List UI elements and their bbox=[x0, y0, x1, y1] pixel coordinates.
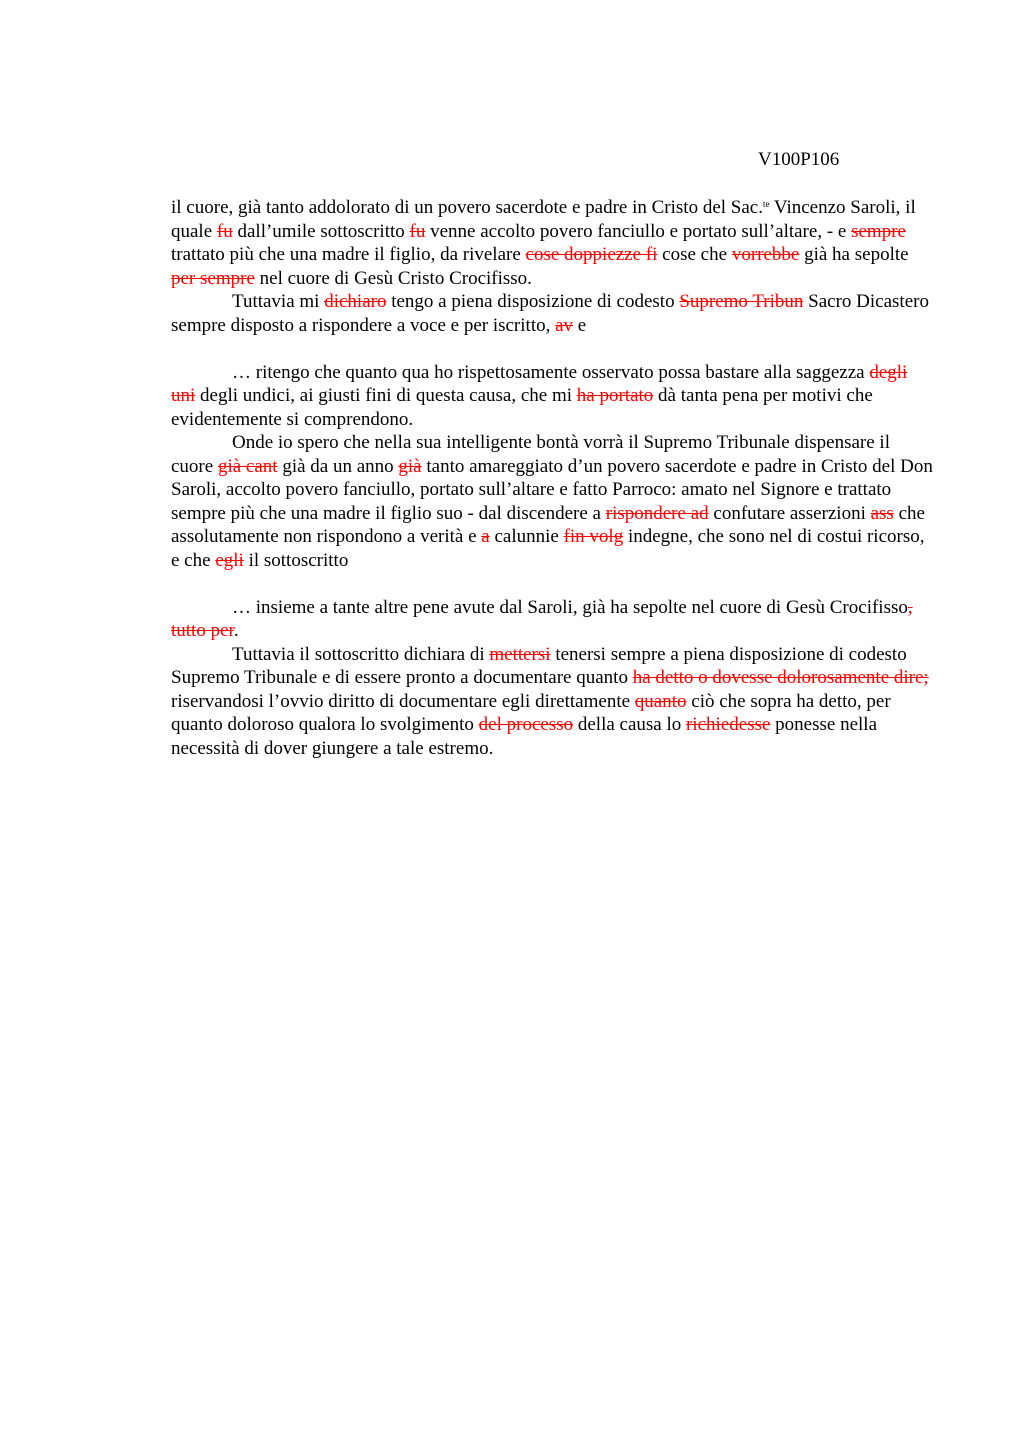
deleted-text: sempre bbox=[851, 220, 906, 242]
superscript-text: te bbox=[762, 199, 770, 209]
body-text-segment: Sacro Dicastero sempre disposto a rispondere a voce e per iscritto, bbox=[171, 291, 929, 336]
body-text-segment: indegne, che sono nel di costui ricorso, e che bbox=[171, 526, 925, 571]
body-text-segment: che assolutamente non rispondono a verità e bbox=[171, 502, 925, 547]
body-text-segment: già ha sepolte bbox=[799, 244, 909, 265]
body-text-segment: trattato più che una madre il figlio, da rivelare bbox=[171, 244, 526, 265]
deleted-text: fu bbox=[409, 220, 426, 242]
paragraph bbox=[171, 361, 933, 432]
document-body bbox=[171, 196, 933, 760]
deleted-text: Supremo Tribun bbox=[679, 291, 804, 312]
deleted-text: per sempre bbox=[171, 267, 255, 289]
body-text-segment: dà tanta pena per motivi che evidentemente si comprendono. bbox=[171, 385, 873, 430]
body-text-segment: Tuttavia mi bbox=[232, 291, 325, 312]
body-text-segment: cose che bbox=[657, 244, 732, 265]
body-text-segment: ciò che sopra ha detto, per quanto doloroso qualora lo svolgimento bbox=[171, 690, 891, 735]
deleted-text: a bbox=[481, 526, 490, 547]
deleted-text: già bbox=[398, 455, 422, 477]
body-text-segment: Vincenzo Saroli, il quale bbox=[171, 197, 916, 242]
body-text-segment: calunnie bbox=[489, 526, 564, 547]
body-text-segment: della causa lo bbox=[573, 714, 687, 735]
body-text-segment: degli undici, ai giusti fini di questa causa, che mi bbox=[195, 385, 577, 406]
deleted-text: mettersi bbox=[489, 643, 551, 665]
page-identifier: V100P106 bbox=[758, 149, 840, 170]
deleted-text: ass bbox=[870, 502, 894, 524]
body-text-segment: dall’umile sottoscritto bbox=[232, 220, 410, 242]
deleted-text: richiedesse bbox=[686, 714, 771, 735]
body-text-segment: il sottoscritto bbox=[243, 549, 349, 571]
body-text-segment: Onde io spero che nella sua intelligente bontà vorrà il Supremo Tribunale dispensare il cuore bbox=[171, 432, 890, 477]
body-text-segment: tanto amareggiato d’un povero sacerdote e padre in Cristo del Don Saroli, accolto povero fanciullo, portato sull’altare e fatto Parroco: amato nel Signore e trattato sempre più che una madre il figlio suo - dal discendere a bbox=[171, 455, 933, 524]
paragraph bbox=[171, 643, 933, 761]
deleted-text: quanto bbox=[634, 690, 687, 712]
deleted-text: fin volg bbox=[563, 526, 624, 547]
body-text-segment: già da un anno bbox=[277, 455, 399, 477]
body-text-segment: riservandosi l’ovvio diritto di documentare egli direttamente bbox=[171, 690, 635, 712]
deleted-text: dichiaro bbox=[324, 291, 387, 312]
paragraph bbox=[171, 596, 933, 643]
body-text-segment: … insieme a tante altre pene avute dal Saroli, già ha sepolte nel cuore di Gesù Crocifisso bbox=[232, 596, 908, 618]
body-text-segment: . bbox=[233, 620, 239, 641]
deleted-text: già cant bbox=[217, 455, 278, 477]
deleted-text: vorrebbe bbox=[731, 244, 800, 265]
body-text-segment: ponesse nella necessità di dover giungere a tale estremo. bbox=[171, 714, 877, 759]
deleted-text: , tutto per bbox=[171, 596, 913, 641]
body-text-segment: e bbox=[573, 314, 587, 336]
body-text-segment: tengo a piena disposizione di codesto bbox=[386, 291, 680, 312]
paragraph bbox=[171, 431, 933, 572]
body-text-segment: venne accolto povero fanciullo e portato sull’altare, - e bbox=[425, 220, 852, 242]
body-text-segment: Tuttavia il sottoscritto dichiara di bbox=[232, 643, 490, 665]
deleted-text: egli bbox=[215, 549, 244, 571]
deleted-text: degli uni bbox=[171, 361, 908, 406]
deleted-text: ha portato bbox=[576, 385, 654, 406]
deleted-text: ha detto o dovesse dolorosamente dire; bbox=[632, 667, 929, 688]
deleted-text: rispondere ad bbox=[605, 502, 709, 524]
deleted-text: del processo bbox=[478, 714, 574, 735]
body-text-segment: confutare asserzioni bbox=[708, 502, 871, 524]
body-text-segment: tenersi sempre a piena disposizione di codesto Supremo Tribunale e di essere pronto a documentare quanto bbox=[171, 643, 907, 688]
deleted-text: cose doppiezze fi bbox=[525, 244, 658, 265]
deleted-text: fu bbox=[216, 220, 233, 242]
deleted-text: av bbox=[555, 314, 574, 336]
body-text-segment: il cuore, già tanto addolorato di un povero sacerdote e padre in Cristo del Sac. bbox=[171, 197, 763, 218]
paragraph bbox=[171, 290, 933, 337]
body-text-segment: nel cuore di Gesù Cristo Crocifisso. bbox=[254, 267, 532, 289]
paragraph bbox=[171, 196, 933, 290]
body-text-segment: … ritengo che quanto qua ho rispettosamente osservato possa bastare alla saggezza bbox=[232, 361, 870, 383]
